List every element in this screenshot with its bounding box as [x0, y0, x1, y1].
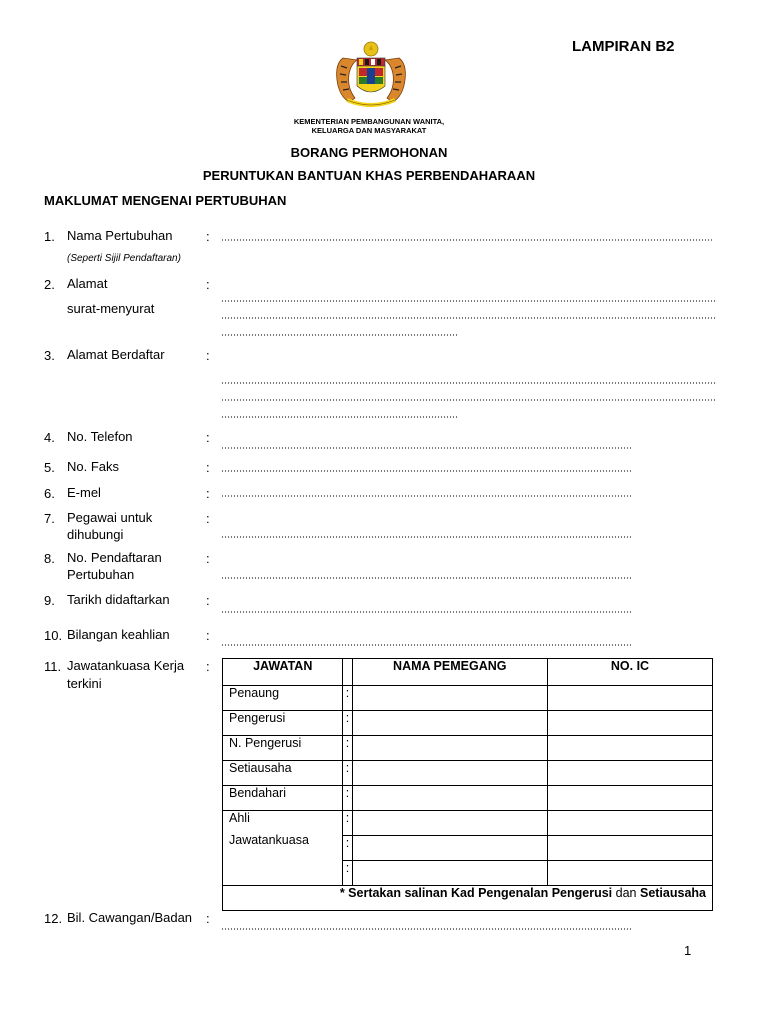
table-row	[223, 761, 713, 786]
field-number: 1.	[44, 229, 55, 244]
field-label-alamat-berdaftar: Alamat Berdaftar	[67, 347, 165, 362]
committee-table	[222, 658, 713, 911]
field-label-jawatankuasa-line2: terkini	[67, 676, 102, 691]
colon: :	[206, 229, 210, 244]
alamat-surat-field-line3[interactable]	[221, 334, 459, 336]
field-number: 11.	[44, 659, 62, 674]
table-header-row	[223, 659, 713, 686]
colon: :	[343, 686, 352, 711]
colon: :	[343, 786, 352, 811]
field-label-jawatankuasa: Jawatankuasa Kerja	[67, 658, 185, 673]
no-ic-cell[interactable]	[547, 786, 712, 811]
field-label-pegawai: Pegawai untuk	[67, 510, 153, 525]
jawatan-jawatankuasa-label: Jawatankuasa	[229, 833, 309, 847]
emel-field[interactable]	[221, 495, 631, 497]
pegawai-field[interactable]	[221, 536, 631, 538]
jawatan-cell: Penaung	[223, 686, 343, 711]
colon: :	[206, 628, 210, 643]
column-header-separator	[343, 659, 352, 686]
malaysia-coat-of-arms-icon	[313, 40, 429, 114]
no-ic-cell[interactable]	[547, 736, 712, 761]
field-number: 3.	[44, 348, 55, 363]
no-ic-cell[interactable]	[547, 761, 712, 786]
column-header-nama-pemegang: NAMA PEMEGANG	[352, 659, 547, 686]
column-header-jawatan: JAWATAN	[223, 659, 343, 686]
nama-pemegang-cell[interactable]	[352, 736, 547, 761]
column-header-no-ic: NO. IC	[547, 659, 712, 686]
table-row	[223, 686, 713, 711]
form-title: BORANG PERMOHONAN	[290, 145, 448, 160]
field-number: 10.	[44, 628, 63, 643]
no-ic-cell[interactable]	[547, 836, 712, 861]
colon: :	[343, 761, 352, 786]
field-label-telefon: No. Telefon	[67, 429, 133, 444]
table-row	[223, 711, 713, 736]
field-number: 12.	[44, 911, 63, 926]
cawangan-field[interactable]	[221, 928, 631, 930]
table-row	[223, 811, 713, 836]
jawatan-ahli-label: Ahli	[229, 811, 250, 825]
field-label-alamat: Alamat	[67, 276, 108, 291]
table-row	[223, 786, 713, 811]
table-row	[223, 736, 713, 761]
field-label-faks: No. Faks	[67, 459, 120, 474]
telefon-field[interactable]	[221, 447, 631, 449]
no-ic-cell[interactable]	[547, 861, 712, 886]
alamat-surat-field-line1[interactable]	[221, 300, 717, 302]
field-label-tarikh: Tarikh didaftarkan	[67, 592, 170, 607]
field-label-no-pendaftaran-line2: Pertubuhan	[67, 567, 135, 582]
nama-pemegang-cell[interactable]	[352, 761, 547, 786]
no-ic-cell[interactable]	[547, 811, 712, 836]
nama-pertubuhan-field[interactable]	[221, 239, 713, 241]
nama-pemegang-cell[interactable]	[352, 861, 547, 886]
field-number: 5.	[44, 460, 55, 475]
jawatan-cell: Setiausaha	[223, 761, 343, 786]
colon: :	[206, 911, 210, 926]
page-number: 1	[684, 943, 692, 958]
ministry-name-line1: KEMENTERIAN PEMBANGUNAN WANITA,	[293, 117, 445, 126]
form-subtitle: PERUNTUKAN BANTUAN KHAS PERBENDAHARAAN	[202, 168, 536, 183]
colon: :	[206, 593, 210, 608]
colon: :	[206, 511, 210, 526]
field-label-pegawai-line2: dihubungi	[67, 527, 124, 542]
no-pendaftaran-field[interactable]	[221, 577, 631, 579]
colon: :	[343, 711, 352, 736]
alamat-berdaftar-field-line3[interactable]	[221, 416, 459, 418]
jawatan-cell-ahli-jawatankuasa	[223, 811, 343, 886]
jawatan-cell: Bendahari	[223, 786, 343, 811]
lampiran-label: LAMPIRAN B2	[572, 38, 675, 55]
nama-pemegang-cell[interactable]	[352, 711, 547, 736]
colon: :	[206, 430, 210, 445]
nama-pemegang-cell[interactable]	[352, 811, 547, 836]
alamat-berdaftar-field-line1[interactable]	[221, 382, 717, 384]
colon: :	[343, 861, 352, 886]
field-number: 2.	[44, 277, 55, 292]
colon: :	[206, 348, 210, 363]
jawatan-cell: Pengerusi	[223, 711, 343, 736]
field-hint: (Seperti Sijil Pendaftaran)	[67, 253, 181, 264]
colon: :	[206, 277, 210, 292]
no-ic-cell[interactable]	[547, 711, 712, 736]
colon: :	[343, 811, 352, 836]
colon: :	[206, 659, 210, 674]
alamat-berdaftar-field-line2[interactable]	[221, 399, 717, 401]
note-part3: Setiausaha	[639, 886, 706, 900]
alamat-surat-field-line2[interactable]	[221, 317, 717, 319]
nama-pemegang-cell[interactable]	[352, 786, 547, 811]
nama-pemegang-cell[interactable]	[352, 836, 547, 861]
field-label-bilangan-keahlian: Bilangan keahlian	[67, 627, 170, 642]
jawatan-cell: N. Pengerusi	[223, 736, 343, 761]
tarikh-field[interactable]	[221, 611, 631, 613]
colon: :	[343, 836, 352, 861]
field-number: 4.	[44, 430, 55, 445]
field-label-emel: E-mel	[67, 485, 101, 500]
attachment-note	[223, 886, 713, 911]
colon: :	[343, 736, 352, 761]
note-part2: dan	[615, 886, 637, 900]
faks-field[interactable]	[221, 470, 631, 472]
colon: :	[206, 486, 210, 501]
ministry-name-line2: KELUARGA DAN MASYARAKAT	[311, 126, 427, 135]
field-number: 9.	[44, 593, 55, 608]
field-label-alamat-line2: surat-menyurat	[67, 301, 155, 316]
field-label-nama-pertubuhan: Nama Pertubuhan	[67, 228, 173, 243]
field-label-cawangan: Bil. Cawangan/Badan	[67, 910, 193, 925]
colon: :	[206, 551, 210, 566]
field-number: 7.	[44, 511, 55, 526]
field-number: 6.	[44, 486, 55, 501]
field-number: 8.	[44, 551, 55, 566]
field-label-no-pendaftaran: No. Pendaftaran	[67, 550, 162, 565]
section-heading: MAKLUMAT MENGENAI PERTUBUHAN	[44, 193, 287, 208]
table-note-row	[223, 886, 713, 911]
colon: :	[206, 460, 210, 475]
no-ic-cell[interactable]	[547, 686, 712, 711]
nama-pemegang-cell[interactable]	[352, 686, 547, 711]
bilangan-keahlian-field[interactable]	[221, 644, 631, 646]
note-part1: * Sertakan salinan Kad Pengenalan Pengerusi	[339, 886, 613, 900]
